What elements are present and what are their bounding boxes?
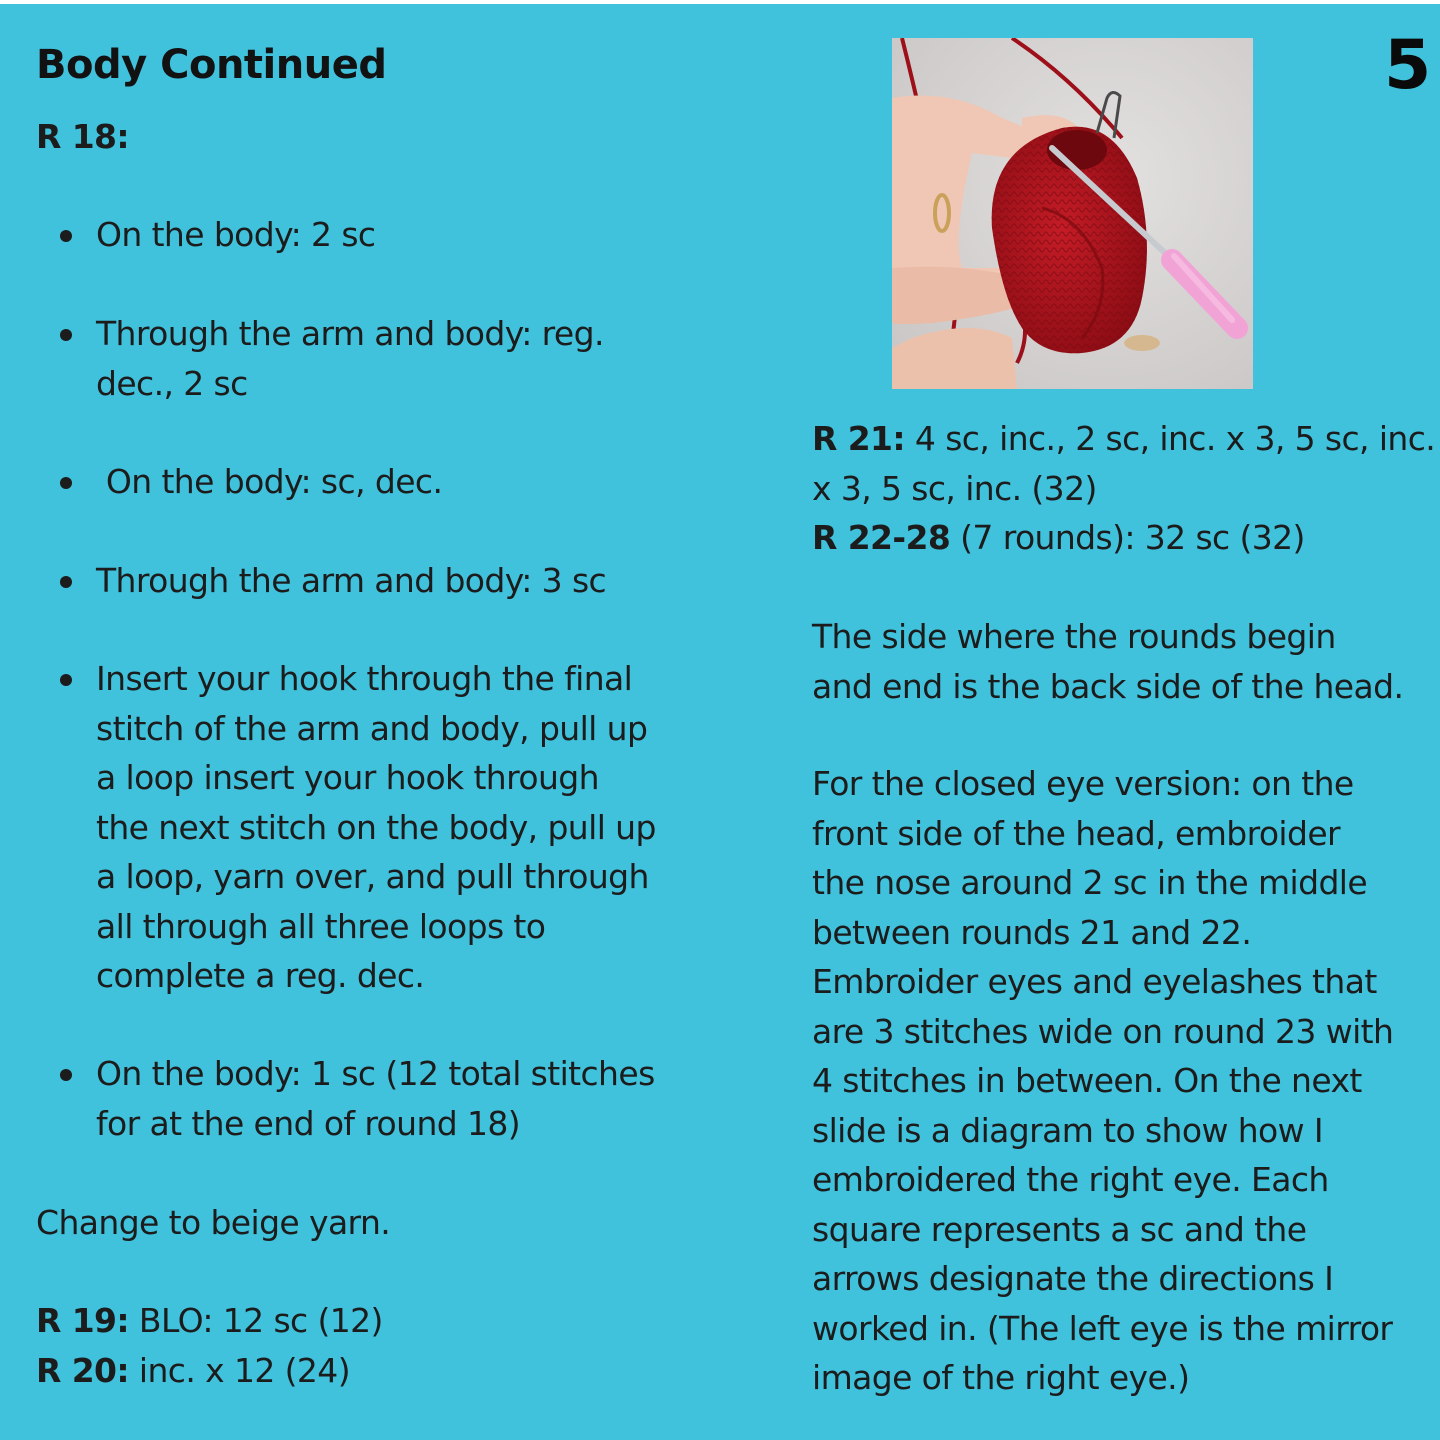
- round-text: (7 rounds): 32 sc (32): [950, 518, 1305, 557]
- round-19: [36, 1296, 383, 1346]
- page-number: 5: [1384, 26, 1432, 105]
- step-line: On the body: 2 sc: [96, 215, 376, 254]
- step-line: On the body: 1 sc (12 total stitches: [96, 1054, 655, 1093]
- step-line: a loop, yarn over, and pull through: [96, 857, 649, 896]
- closed-eye-line: Embroider eyes and eyelashes that: [812, 962, 1377, 1001]
- side-note-line: and end is the back side of the head.: [812, 666, 1404, 706]
- step-line: all through all three loops to: [96, 906, 546, 946]
- round-text: inc. x 12 (24): [129, 1350, 350, 1390]
- bullet-icon: [60, 576, 72, 588]
- change-yarn-note: Change to beige yarn.: [36, 1203, 391, 1242]
- side-note: [812, 612, 1437, 711]
- step-line: a loop insert your hook through: [96, 758, 599, 797]
- step-line: the next stitch on the body, pull up: [96, 807, 656, 847]
- crochet-photo: [892, 38, 1253, 389]
- round-22-28: [812, 513, 1437, 563]
- closed-eye-line: embroidered the right eye. Each: [812, 1160, 1329, 1199]
- round-text: BLO: 12 sc (12): [129, 1301, 383, 1340]
- bullet-icon: [60, 477, 72, 489]
- step-item: [96, 654, 716, 1001]
- round-18-label: R 18:: [36, 117, 130, 156]
- step-line: for at the end of round 18): [96, 1103, 521, 1143]
- step-item: [96, 210, 716, 260]
- round-label: R 21:: [812, 419, 906, 458]
- closed-eye-line: arrows designate the directions I: [812, 1259, 1334, 1298]
- step-line: complete a reg. dec.: [96, 956, 425, 995]
- step-line: dec., 2 sc: [96, 363, 248, 403]
- closed-eye-line: front side of the head, embroider: [812, 813, 1341, 853]
- closed-eye-line: between rounds 21 and 22.: [812, 912, 1252, 952]
- bullet-icon: [60, 674, 72, 686]
- step-item: [96, 457, 716, 507]
- round-label: R 19:: [36, 1301, 130, 1340]
- rounds-19-20: [36, 1296, 383, 1395]
- pattern-page: [0, 4, 1440, 1440]
- closed-eye-instructions: [812, 759, 1437, 1403]
- round-text: 4 sc, inc., 2 sc, inc. x 3, 5 sc, inc.: [905, 419, 1436, 458]
- round-21-line: [812, 414, 1437, 464]
- step-item: [96, 556, 716, 606]
- closed-eye-line: image of the right eye.): [812, 1358, 1190, 1397]
- step-line: Through the arm and body: reg.: [96, 314, 604, 353]
- round-label: R 20:: [36, 1350, 130, 1390]
- round-label: R 22-28: [812, 518, 951, 557]
- side-note-line: The side where the rounds begin: [812, 617, 1336, 656]
- step-item: [96, 1049, 716, 1148]
- closed-eye-line: the nose around 2 sc in the middle: [812, 863, 1368, 902]
- crochet-hand-illustration: [892, 38, 1253, 389]
- closed-eye-line: square represents a sc and the: [812, 1209, 1307, 1249]
- round-20: [36, 1346, 383, 1396]
- step-line: On the body: sc, dec.: [96, 462, 443, 501]
- bullet-icon: [60, 1069, 72, 1081]
- closed-eye-line: 4 stitches in between. On the next: [812, 1061, 1362, 1100]
- step-line: Through the arm and body: 3 sc: [96, 561, 607, 600]
- closed-eye-line: For the closed eye version: on the: [812, 764, 1354, 803]
- bullet-icon: [60, 329, 72, 341]
- closed-eye-line: are 3 stitches wide on round 23 with: [812, 1011, 1394, 1051]
- step-line: stitch of the arm and body, pull up: [96, 708, 648, 748]
- step-item: [96, 309, 716, 408]
- step-line: Insert your hook through the final: [96, 659, 633, 698]
- round-21-line: x 3, 5 sc, inc. (32): [812, 468, 1097, 508]
- closed-eye-line: slide is a diagram to show how I: [812, 1110, 1324, 1150]
- closed-eye-line: worked in. (The left eye is the mirror: [812, 1308, 1393, 1348]
- rounds-21-28: [812, 414, 1437, 563]
- page-title: Body Continued: [36, 42, 387, 88]
- bullet-icon: [60, 230, 72, 242]
